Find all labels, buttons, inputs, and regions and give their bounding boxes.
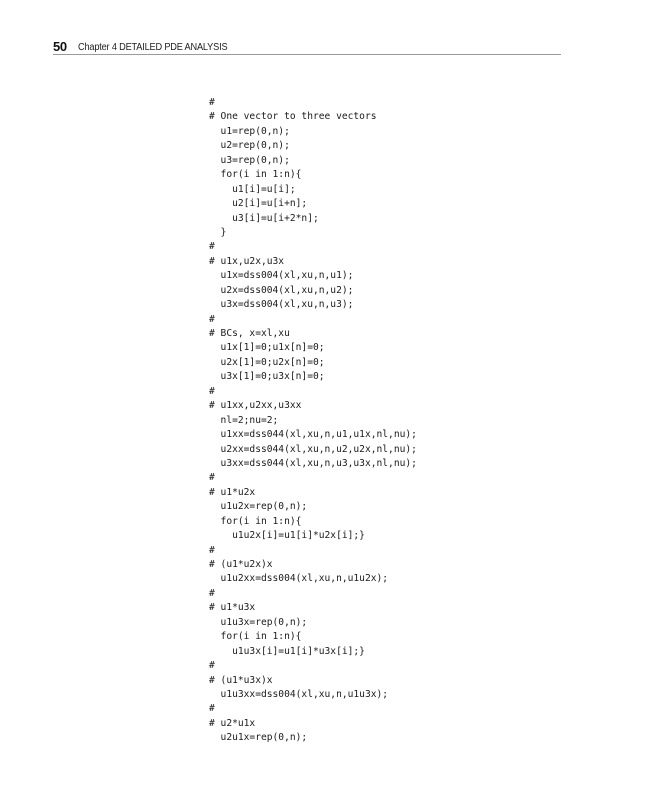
code-line: # u1xx,u2xx,u3xx xyxy=(209,400,302,412)
code-line: for(i in 1:n){ xyxy=(209,169,302,181)
code-line: # (u1*u2x)x xyxy=(209,559,273,570)
code-line: u1u3x[i]=u1[i]*u3x[i];} xyxy=(209,645,365,657)
code-line: u3[i]=u[i+2*n]; xyxy=(209,212,319,224)
code-line: u2u1x=rep(0,n); xyxy=(209,732,308,744)
code-line: # xyxy=(209,660,215,672)
code-line: # xyxy=(209,97,215,108)
code-line: u2xx=dss044(xl,xu,n,u2,u2x,nl,nu); xyxy=(209,443,417,455)
code-line: u1x[1]=0;u1x[n]=0; xyxy=(209,342,325,354)
code-line: u2x[1]=0;u2x[n]=0; xyxy=(209,356,325,368)
code-line: for(i in 1:n){ xyxy=(209,515,302,527)
code-line: u1u2x=rep(0,n); xyxy=(209,501,308,513)
running-header xyxy=(53,38,561,55)
code-line: u1xx=dss044(xl,xu,n,u1,u1x,nl,nu); xyxy=(209,429,417,441)
code-line: u1u2x[i]=u1[i]*u2x[i];} xyxy=(209,530,365,542)
code-line: } xyxy=(209,226,227,238)
code-line: # u1*u3x xyxy=(209,602,256,614)
code-line: u3x[1]=0;u3x[n]=0; xyxy=(209,371,325,383)
code-line: # xyxy=(209,385,215,397)
code-line: # xyxy=(209,241,215,253)
code-line: # xyxy=(209,313,215,325)
code-line: u2[i]=u[i+n]; xyxy=(209,198,308,210)
code-line: # xyxy=(209,544,215,556)
code-line: # xyxy=(209,587,215,599)
code-line: # u2*u1x xyxy=(209,717,256,729)
code-line: # xyxy=(209,703,215,715)
code-line: # u1*u2x xyxy=(209,486,256,498)
code-line: u3=rep(0,n); xyxy=(209,154,290,166)
code-line: nl=2;nu=2; xyxy=(209,414,279,426)
code-listing xyxy=(209,96,417,746)
code-line: # BCs, x=xl,xu xyxy=(209,328,290,339)
code-line: u1[i]=u[i]; xyxy=(209,183,296,195)
code-line: # u1x,u2x,u3x xyxy=(209,255,285,267)
code-line: # xyxy=(209,472,215,484)
code-line: u1u3xx=dss004(xl,xu,n,u1u3x); xyxy=(209,688,389,700)
code-line: for(i in 1:n){ xyxy=(209,631,302,643)
code-line: u3xx=dss044(xl,xu,n,u3,u3x,nl,nu); xyxy=(209,457,417,469)
code-line: u1=rep(0,n); xyxy=(209,125,290,137)
code-line: # One vector to three vectors xyxy=(209,111,377,123)
code-line: u1u2xx=dss004(xl,xu,n,u1u2x); xyxy=(209,573,389,585)
code-line: u3x=dss004(xl,xu,n,u3); xyxy=(209,299,354,311)
code-line: u2=rep(0,n); xyxy=(209,140,290,152)
page-number: 50 xyxy=(53,39,67,54)
code-line: # (u1*u3x)x xyxy=(209,674,273,686)
chapter-title: Chapter 4 DETAILED PDE ANALYSIS xyxy=(77,42,228,53)
code-line: u1u3x=rep(0,n); xyxy=(209,616,308,628)
code-line: u2x=dss004(xl,xu,n,u2); xyxy=(209,284,354,296)
code-line: u1x=dss004(xl,xu,n,u1); xyxy=(209,270,354,282)
